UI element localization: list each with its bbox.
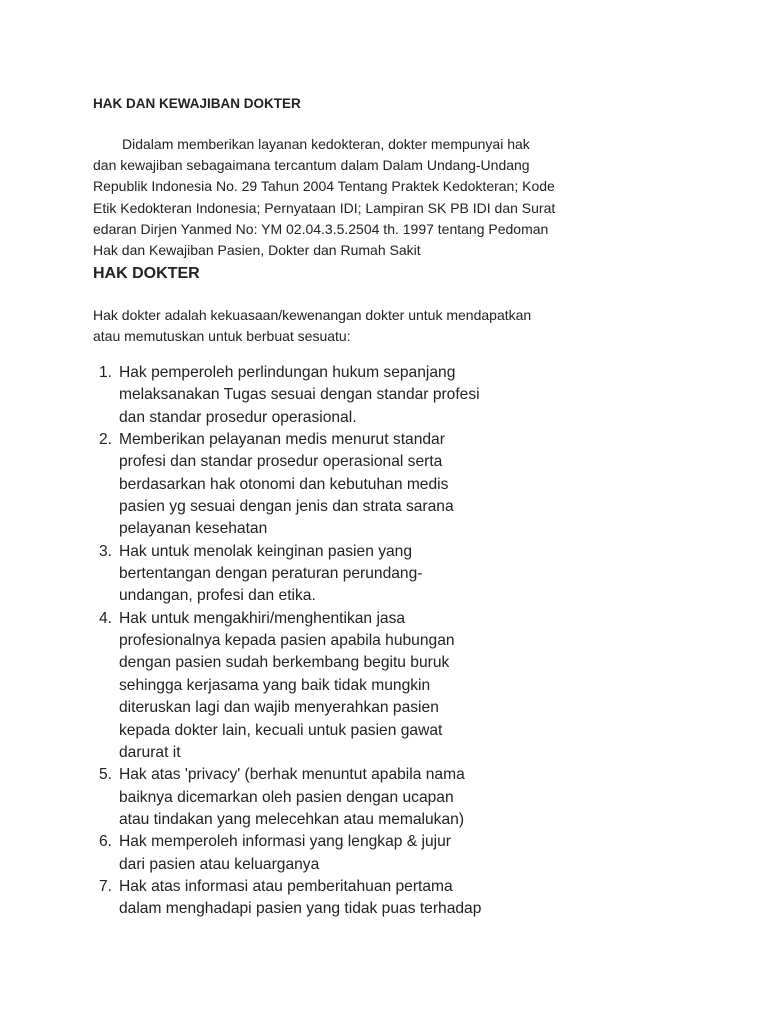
list-item bbox=[99, 362, 481, 429]
intro-line: Etik Kedokteran Indonesia; Pernyataan IDI; Lampiran SK PB IDI dan Surat bbox=[93, 199, 556, 216]
intro-line: dan kewajiban sebagaimana tercantum dalam Dalam Undang-Undang bbox=[93, 157, 530, 174]
list-item-line: diteruskan lagi dan wajib menyerahkan pasien bbox=[119, 699, 439, 717]
list-item-line: Hak untuk menolak keinginan pasien yang bbox=[119, 542, 413, 560]
list-item-line: undangan, profesi dan etika. bbox=[119, 587, 316, 605]
section-heading: HAK DOKTER bbox=[93, 265, 200, 282]
list-item-line: bertentangan dengan peraturan perundang- bbox=[119, 565, 423, 583]
list-item-line: Hak pemperoleh perlindungan hukum sepanjang bbox=[119, 364, 456, 381]
list-item-line: atau tindakan yang melecehkan atau memalukan) bbox=[119, 810, 465, 828]
intro-line: edaran Dirjen Yanmed No: YM 02.04.3.5.2504 th. 1997 tentang Pedoman bbox=[93, 220, 549, 237]
list-item-line: pelayanan kesehatan bbox=[119, 520, 268, 538]
definition-line: Hak dokter adalah kekuasaan/kewenangan dokter untuk mendapatkan bbox=[93, 307, 532, 323]
list-item-line: Hak atas informasi atau pemberitahuan pertama bbox=[119, 877, 453, 895]
list-number: 1. bbox=[99, 364, 113, 381]
list-item-line: Hak atas 'privacy' (berhak menuntut apabila nama bbox=[119, 766, 465, 784]
list-number: 5. bbox=[99, 766, 113, 784]
list-item bbox=[99, 608, 481, 764]
list-item bbox=[99, 831, 481, 876]
list-item-line: Hak untuk mengakhiri/menghentikan jasa bbox=[119, 609, 406, 627]
list-item-line: darurat it bbox=[119, 743, 181, 761]
list-number: 3. bbox=[99, 542, 113, 560]
list-item-line: dalam menghadapi pasien yang tidak puas terhadap bbox=[119, 900, 482, 918]
rights-list bbox=[99, 362, 481, 921]
list-item bbox=[99, 429, 481, 541]
list-item-line: sehingga kerjasama yang baik tidak mungkin bbox=[119, 676, 431, 694]
list-number: 6. bbox=[99, 833, 113, 851]
list-item-line: baiknya dicemarkan oleh pasien dengan ucapan bbox=[119, 788, 454, 806]
list-item-line: melaksanakan Tugas sesuai dengan standar profesi bbox=[119, 386, 480, 404]
list-number: 7. bbox=[99, 877, 113, 895]
intro-line: Republik Indonesia No. 29 Tahun 2004 Tentang Praktek Kedokteran; Kode bbox=[93, 178, 555, 195]
intro-line: Didalam memberikan layanan kedokteran, dokter mempunyai hak bbox=[122, 136, 530, 152]
list-item-line: pasien yg sesuai dengan jenis dan strata sarana bbox=[119, 498, 454, 516]
list-item bbox=[99, 541, 481, 608]
list-item-line: kepada dokter lain, kecuali untuk pasien gawat bbox=[119, 721, 443, 739]
list-item-line: berdasarkan hak otonomi dan kebutuhan medis bbox=[119, 475, 449, 493]
list-item-line: dan standar prosedur operasional. bbox=[119, 408, 357, 426]
list-item-line: Hak memperoleh informasi yang lengkap & jujur bbox=[119, 833, 451, 851]
list-number: 2. bbox=[99, 431, 113, 449]
definition-line: atau memutuskan untuk berbuat sesuatu: bbox=[93, 328, 351, 344]
list-item-line: profesionalnya kepada pasien apabila hubungan bbox=[119, 632, 455, 650]
list-item bbox=[99, 764, 481, 831]
list-item-line: Memberikan pelayanan medis menurut standar bbox=[119, 431, 445, 449]
intro-paragraph bbox=[93, 134, 555, 261]
definition-paragraph bbox=[93, 305, 531, 347]
list-item-line: profesi dan standar prosedur operasional serta bbox=[119, 453, 443, 471]
list-item bbox=[99, 876, 481, 921]
list-item-line: dengan pasien sudah berkembang begitu buruk bbox=[119, 654, 450, 672]
list-item-line: dari pasien atau keluarganya bbox=[119, 855, 320, 873]
document-title: HAK DAN KEWAJIBAN DOKTER bbox=[93, 96, 301, 111]
intro-line: Hak dan Kewajiban Pasien, Dokter dan Rumah Sakit bbox=[93, 242, 421, 259]
list-number: 4. bbox=[99, 609, 113, 627]
